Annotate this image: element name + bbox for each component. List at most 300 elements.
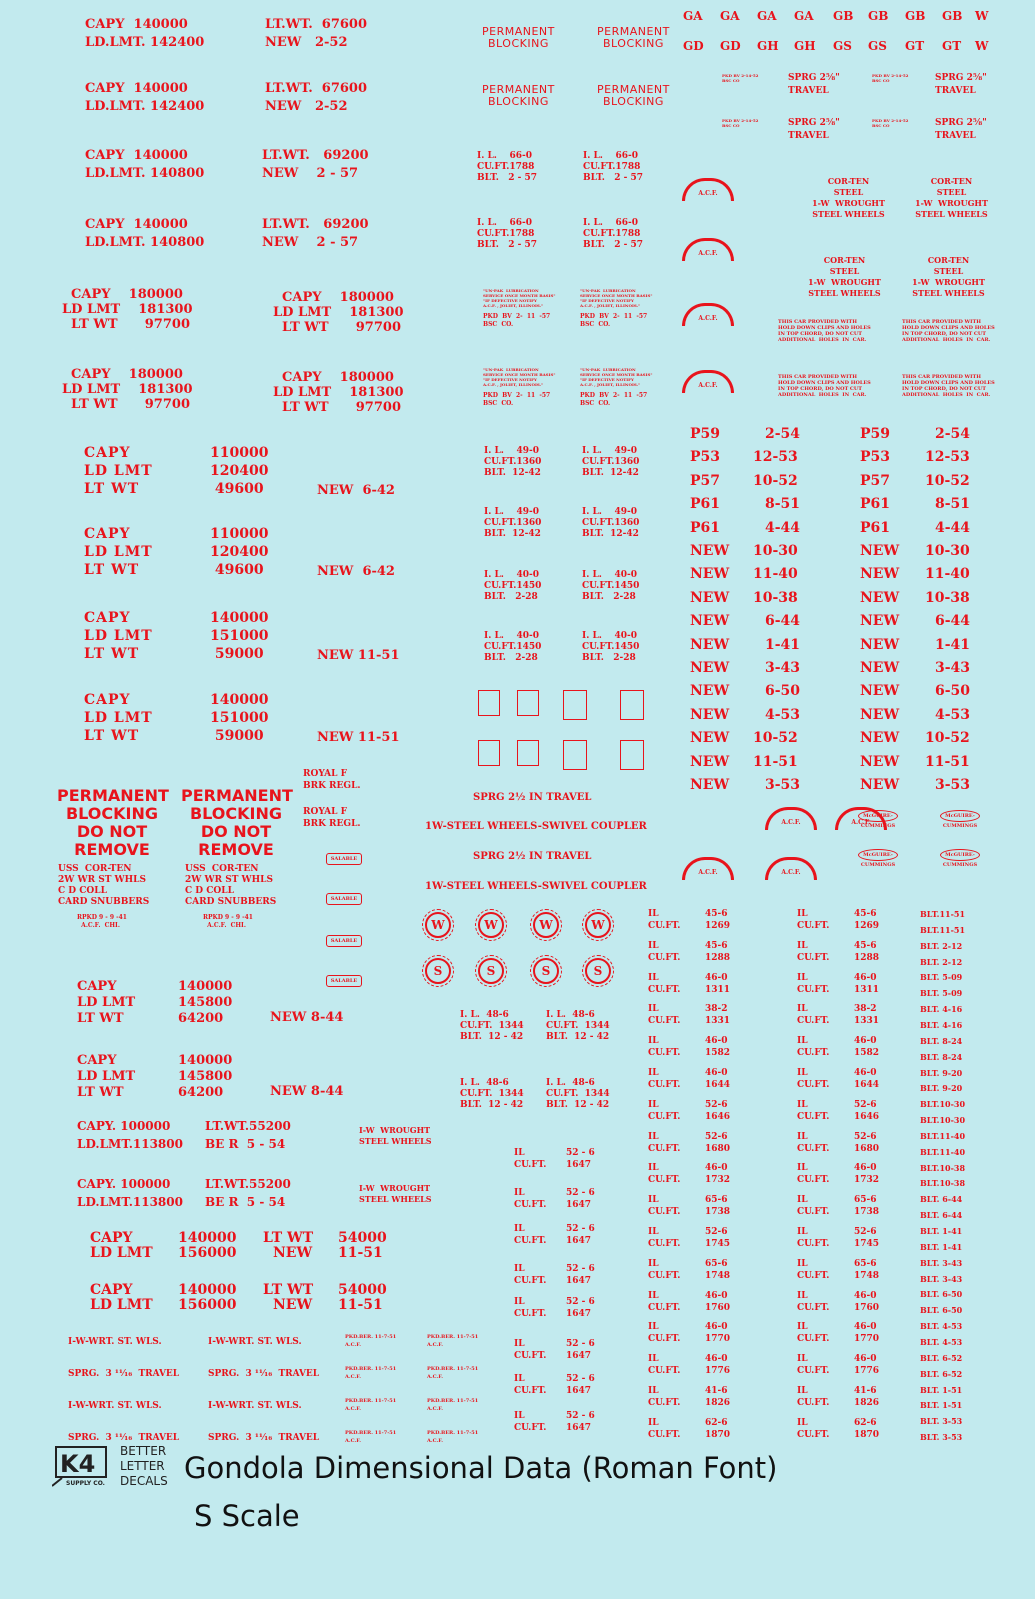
pnew-date: 3-53 — [935, 777, 971, 793]
acf-logo: A.C.F. — [682, 370, 734, 393]
blt-date: BLT. 5-09 — [920, 988, 963, 999]
il-label: IL — [797, 972, 808, 983]
il-value: 1288 — [854, 952, 880, 963]
il-label: IL — [797, 940, 808, 951]
pnew-date: 8-51 — [765, 496, 801, 513]
il-label: CU.FT. — [514, 1423, 547, 1433]
il-49-block: CU.FT.1360 — [582, 457, 640, 467]
rpkd-text: A.C.F. CHI. — [77, 922, 120, 929]
unpak-notice: SERVICE ONCE MONTH BASIS" — [580, 372, 653, 377]
car-class-code: GH — [794, 39, 816, 53]
capy-block: CAPY 180000 — [273, 370, 394, 385]
il-label: IL — [648, 1417, 659, 1428]
small-line: I-W-WRT. ST. WLS. — [208, 1401, 302, 1411]
hold-down-notice: THIS CAR PROVIDED WITH — [778, 319, 857, 325]
big-block-value: 140000 — [210, 692, 269, 708]
il-value: 46-0 — [705, 972, 728, 983]
acf-logo: A.C.F. — [835, 807, 887, 830]
blt-date: BLT. 4-16 — [920, 1019, 963, 1030]
capy-block: CAPY 180000 — [62, 367, 183, 382]
il-value: 1760 — [854, 1302, 880, 1313]
il-label: IL — [797, 1258, 808, 1269]
il-value: 1647 — [566, 1276, 592, 1286]
big-block-label: LT WT — [84, 646, 140, 662]
il-40-block: I. L. 40-0 — [582, 631, 637, 641]
il-label: CU.FT. — [797, 1175, 830, 1186]
uss-corten-text: 2W WR ST WHLS — [185, 875, 273, 885]
big-block-label: LD LMT — [84, 628, 153, 644]
pnew-code: NEW — [860, 660, 900, 676]
corten-label: COR-TEN STEEL 1-W WROUGHT STEEL WHEELS — [915, 176, 988, 219]
stencil-mark — [517, 690, 539, 716]
unpak-notice: "UN-PAK LUBRICATION — [580, 367, 636, 372]
pnew-code: NEW — [690, 777, 730, 793]
iw-swivel: 1W-STEEL WHEELS-SWIVEL COUPLER — [425, 821, 647, 832]
big-block-value: 110000 — [210, 445, 269, 461]
blt-date: BLT. 3-53 — [920, 1416, 963, 1427]
il-value: 45-6 — [854, 940, 877, 951]
il-40-block: BLT. 2-28 — [582, 653, 636, 663]
pnew-code: NEW — [690, 683, 730, 700]
il-value: 52 - 6 — [566, 1297, 595, 1307]
pkd-bv: PKD BV 2- 11 -57 — [483, 392, 551, 399]
il-label: CU.FT. — [648, 921, 681, 931]
il-48-block: BLT. 12 - 42 — [460, 1100, 524, 1110]
il-label: CU.FT. — [797, 952, 830, 963]
il-label: IL — [797, 1004, 808, 1015]
pnew-date: 10-38 — [925, 589, 970, 606]
hold-down-notice: ADDITIONAL HOLES IN CAR. — [902, 392, 991, 398]
blt-date: BLT. 9-20 — [920, 1083, 963, 1094]
il-value: 1870 — [854, 1429, 880, 1440]
pkd-tiny: PKD BV 2-14-52 — [872, 118, 909, 123]
il-label: CU.FT. — [648, 1398, 681, 1408]
il-label: IL — [797, 1068, 808, 1078]
il-value: 52 - 6 — [566, 1224, 595, 1234]
corten-label: COR-TEN STEEL 1-W WROUGHT STEEL WHEELS — [808, 255, 881, 298]
bottom-block-text: 11-51 — [338, 1245, 383, 1261]
pnew-code: NEW — [860, 636, 900, 653]
pkd-small: PKD.BER. 11-7-51 — [427, 1398, 479, 1404]
pnew-code: NEW — [860, 589, 900, 606]
pnew-code: NEW — [860, 543, 900, 559]
il-value: 1760 — [705, 1302, 731, 1313]
lt-wt-block: NEW 2-52 — [265, 99, 348, 114]
blt-date: BLT. 1-41 — [920, 1226, 963, 1236]
hold-down-notice: ADDITIONAL HOLES IN CAR. — [902, 337, 991, 343]
pkd-bv: BSC CO. — [483, 321, 514, 328]
bottom-block-text: 156000 — [178, 1297, 237, 1313]
hold-down-notice: ADDITIONAL HOLES IN CAR. — [778, 337, 867, 343]
il-value: 46-0 — [705, 1322, 728, 1333]
mid-block-value: 64200 — [178, 1085, 224, 1100]
big-block-label: LD LMT — [84, 463, 153, 479]
il-label: CU.FT. — [797, 984, 830, 995]
il-value: 52-6 — [705, 1227, 728, 1237]
acf-logo: A.C.F. — [682, 857, 734, 880]
il-label: IL — [648, 1290, 659, 1301]
il-value: 1776 — [854, 1366, 880, 1377]
il-66-block: I. L. 66-0 — [583, 151, 638, 161]
acf-logo: A.C.F. — [682, 238, 734, 261]
blt-date: BLT.11-40 — [920, 1130, 966, 1141]
il-value: 1647 — [566, 1200, 592, 1210]
car-class-code: GB — [833, 9, 854, 23]
il-value: 52-6 — [854, 1099, 877, 1110]
pkd-tiny: BSC CO — [872, 78, 890, 83]
blt-date: BLT.10-38 — [920, 1178, 966, 1189]
pnew-date: 11-51 — [753, 753, 798, 770]
blt-date: BLT. 6-44 — [920, 1210, 963, 1221]
car-class-code: GA — [757, 9, 777, 23]
stencil-mark — [478, 690, 500, 716]
capy100-block: BE R 5 - 54 — [205, 1137, 286, 1151]
capy100-block: LT.WT.55200 — [205, 1119, 291, 1133]
il-40-block: CU.FT.1450 — [582, 581, 640, 591]
il-value: 1311 — [854, 984, 880, 995]
il-label: IL — [648, 940, 659, 951]
il-48-block: BLT. 12 - 42 — [460, 1032, 524, 1042]
blt-date: BLT. 6-44 — [920, 1194, 963, 1205]
pkd-small: A.C.F. — [345, 1374, 362, 1380]
il-value: 1745 — [705, 1239, 731, 1249]
blt-date: BLT. 1-51 — [920, 1400, 963, 1411]
mid-block-label: CAPY — [77, 1053, 117, 1068]
pnew-code: P57 — [690, 472, 721, 489]
pnew-date: 10-52 — [753, 472, 798, 489]
il-label: IL — [514, 1224, 525, 1234]
il-label: CU.FT. — [797, 1143, 830, 1154]
il-48-block: CU.FT. 1344 — [546, 1021, 610, 1031]
big-block-label: LD LMT — [84, 544, 153, 560]
big-block-value: 49600 — [210, 562, 264, 578]
il-label: CU.FT. — [514, 1309, 547, 1319]
il-48-block: I. L. 48-6 — [546, 1078, 595, 1088]
il-label: IL — [648, 1195, 659, 1206]
stencil-mark — [620, 690, 644, 720]
blt-date: BLT. 6-52 — [920, 1368, 963, 1379]
page-title: Gondola Dimensional Data (Roman Font) — [184, 1451, 778, 1485]
page-subtitle: S Scale — [194, 1499, 300, 1533]
pkd-tiny: BSC CO — [872, 123, 890, 128]
pnew-code: P59 — [860, 426, 891, 442]
bottom-block-text: CAPY — [90, 1282, 133, 1298]
iw-wrought: I-W WROUGHT — [359, 1125, 431, 1135]
pnew-date: 10-30 — [925, 543, 970, 559]
uss-corten-text: C D COLL — [58, 886, 107, 896]
brand-logo-text: K4 — [60, 1450, 96, 1478]
blt-date: BLT. 3-43 — [920, 1257, 963, 1268]
bottom-block-text: LT WT — [263, 1282, 314, 1298]
il-value: 46-0 — [705, 1068, 728, 1078]
il-value: 1331 — [705, 1016, 731, 1027]
uss-corten-text: CARD SNUBBERS — [185, 897, 277, 907]
mid-block-label: LT WT — [77, 1011, 124, 1026]
car-class-code: GD — [683, 39, 704, 53]
salable-badge: SALABLE — [326, 853, 362, 865]
il-value: 62-6 — [705, 1417, 728, 1428]
car-class-code: GD — [720, 39, 741, 53]
il-label: IL — [797, 1227, 808, 1237]
car-class-code: GB — [868, 9, 889, 23]
il-66-block: I. L. 66-0 — [477, 151, 532, 161]
hold-down-notice: THIS CAR PROVIDED WITH — [902, 319, 981, 325]
wheel-w-mark: W — [478, 912, 504, 938]
capy-block: LT WT 97700 — [62, 397, 190, 412]
il-40-block: BLT. 2-28 — [582, 592, 636, 602]
blt-date: BLT.11-51 — [920, 909, 966, 919]
unpak-notice: A.C.F. , JOLIET, ILLINOIS." — [483, 382, 544, 387]
pnew-code: P59 — [690, 426, 721, 442]
il-66-block: CU.FT.1788 — [583, 229, 641, 239]
sprg-small: TRAVEL — [935, 86, 976, 96]
blt-date: BLT. 2-12 — [920, 940, 963, 951]
big-block-value: 59000 — [210, 728, 264, 744]
il-label: IL — [514, 1264, 525, 1274]
il-label: IL — [648, 1036, 659, 1047]
mid-block-label: LT WT — [77, 1085, 124, 1100]
car-class-code: GB — [942, 9, 963, 23]
uss-corten-text: USS COR-TEN — [185, 864, 259, 874]
il-label: IL — [797, 1036, 808, 1047]
pkd-small: A.C.F. — [427, 1374, 444, 1380]
blt-date: BLT. 1-41 — [920, 1241, 963, 1252]
il-value: 65-6 — [854, 1258, 877, 1269]
big-block-value: 120400 — [210, 463, 269, 479]
il-value: 1776 — [705, 1366, 731, 1377]
pnew-date: 4-53 — [935, 706, 971, 723]
il-value: 1748 — [705, 1270, 731, 1281]
pnew-date: 10-52 — [925, 730, 970, 747]
hold-down-notice: ADDITIONAL HOLES IN CAR. — [778, 392, 867, 398]
sprg-travel: SPRG 2½ IN TRAVEL — [473, 792, 592, 803]
il-label: IL — [797, 1195, 808, 1206]
blt-date: BLT. 5-09 — [920, 972, 963, 983]
pkd-bv: PKD BV 2- 11 -57 — [483, 313, 551, 320]
pkd-small: A.C.F. — [345, 1406, 362, 1412]
pnew-date: 10-38 — [753, 589, 798, 606]
capy-block: LT WT 97700 — [273, 320, 401, 335]
wheel-w-mark: W — [585, 912, 611, 938]
pkd-tiny: BSC CO — [722, 123, 740, 128]
il-40-block: BLT. 2-28 — [484, 592, 538, 602]
big-block-label: LT WT — [84, 481, 140, 497]
bottom-block-text: 140000 — [178, 1230, 237, 1246]
il-label: CU.FT. — [797, 921, 830, 931]
il-value: 52-6 — [705, 1131, 728, 1142]
il-label: IL — [797, 1386, 808, 1396]
pnew-date: 2-54 — [935, 426, 971, 442]
il-value: 1311 — [705, 984, 731, 995]
rpkd-text: RPKD 9 - 9 -41 — [77, 914, 127, 921]
il-66-block: BLT. 2 - 57 — [583, 173, 644, 183]
il-value: 52 - 6 — [566, 1374, 595, 1384]
pkd-small: PKD.BER. 11-7-51 — [345, 1334, 397, 1340]
pkd-small: PKD.BER. 11-7-51 — [345, 1430, 397, 1436]
blt-date: BLT. 9-20 — [920, 1067, 963, 1078]
big-block-value: 140000 — [210, 610, 269, 626]
capy-block: LD.LMT. 142400 — [85, 35, 205, 50]
small-line: I-W-WRT. ST. WLS. — [68, 1337, 162, 1347]
il-value: 1826 — [705, 1398, 731, 1408]
il-label: CU.FT. — [797, 1239, 830, 1249]
hold-down-notice: THIS CAR PROVIDED WITH — [902, 374, 981, 380]
il-48-block: CU.FT. 1344 — [460, 1021, 524, 1031]
il-48-block: I. L. 48-6 — [460, 1078, 509, 1088]
royal-f-brake: ROYAL F — [303, 807, 348, 817]
pnew-date: 1-41 — [935, 636, 971, 653]
il-label: IL — [514, 1188, 525, 1198]
wheel-w-mark: W — [425, 912, 451, 938]
brand-text: BETTER LETTER DECALS — [120, 1444, 168, 1488]
il-label: IL — [797, 1099, 808, 1110]
new-date: NEW 11-51 — [317, 730, 400, 745]
il-value: 1732 — [854, 1175, 880, 1186]
sprg-small: TRAVEL — [788, 86, 829, 96]
new-date: NEW 8-44 — [270, 1010, 344, 1025]
il-value: 46-0 — [705, 1036, 728, 1047]
il-label: IL — [648, 1386, 659, 1396]
il-value: 1647 — [566, 1423, 592, 1433]
il-value: 45-6 — [705, 909, 728, 919]
il-66-block: I. L. 66-0 — [583, 218, 638, 228]
small-line: I-W-WRT. ST. WLS. — [68, 1401, 162, 1411]
il-value: 65-6 — [854, 1195, 877, 1206]
pnew-code: NEW — [860, 613, 900, 630]
unpak-notice: "IF DEFECTIVE NOTIFY — [580, 377, 634, 382]
il-label: CU.FT. — [648, 1334, 681, 1345]
hold-down-notice: THIS CAR PROVIDED WITH — [778, 374, 857, 380]
mid-block-label: LD LMT — [77, 1069, 136, 1084]
il-49-block: CU.FT.1360 — [582, 518, 640, 528]
il-label: CU.FT. — [797, 1048, 830, 1059]
il-value: 52 - 6 — [566, 1148, 595, 1158]
pnew-date: 12-53 — [925, 449, 970, 466]
il-49-block: I. L. 49-0 — [582, 446, 637, 456]
il-value: 1770 — [854, 1334, 880, 1345]
big-block-label: LT WT — [84, 562, 140, 578]
il-value: 1646 — [705, 1111, 731, 1122]
sprg-small: TRAVEL — [935, 131, 976, 141]
il-label: IL — [648, 1354, 659, 1365]
lt-wt-block: LT.WT. 69200 — [262, 148, 369, 163]
il-label: CU.FT. — [797, 1429, 830, 1440]
royal-f-brake: BRK REGL. — [303, 781, 361, 791]
il-value: 1644 — [705, 1080, 731, 1090]
capy-block: LD LMT 181300 — [62, 302, 193, 317]
il-value: 46-0 — [854, 1036, 877, 1047]
il-label: IL — [797, 1290, 808, 1301]
big-block-value: 151000 — [210, 628, 269, 644]
car-class-code: GA — [720, 9, 740, 23]
permanent-blocking-label: PERMANENT BLOCKING — [597, 25, 670, 50]
sprg-small: TRAVEL — [788, 131, 829, 141]
il-40-block: I. L. 40-0 — [484, 570, 539, 580]
il-66-block: BLT. 2 - 57 — [477, 240, 538, 250]
il-value: 45-6 — [854, 909, 877, 919]
il-49-block: BLT. 12-42 — [582, 529, 639, 539]
lt-wt-block: NEW 2-52 — [265, 35, 348, 50]
il-value: 46-0 — [854, 1354, 877, 1365]
il-label: CU.FT. — [514, 1200, 547, 1210]
il-value: 1288 — [705, 952, 731, 963]
pnew-code: NEW — [860, 753, 900, 770]
il-40-block: I. L. 40-0 — [582, 570, 637, 580]
il-value: 46-0 — [854, 1068, 877, 1078]
small-line: SPRG. 3 ¹¹⁄₁₆ TRAVEL — [208, 1369, 320, 1379]
il-label: CU.FT. — [648, 984, 681, 995]
uss-corten-text: C D COLL — [185, 886, 234, 896]
il-label: CU.FT. — [514, 1351, 547, 1361]
car-class-code: W — [975, 39, 989, 53]
capy-block: LD.LMT. 142400 — [85, 99, 205, 114]
capy100-block: CAPY. 100000 — [77, 1177, 171, 1191]
mid-block-value: 140000 — [178, 979, 233, 994]
il-value: 46-0 — [705, 1354, 728, 1365]
il-value: 1269 — [705, 921, 731, 931]
unpak-notice: A.C.F. , JOLIET, ILLINOIS." — [580, 382, 641, 387]
il-value: 52 - 6 — [566, 1339, 595, 1349]
small-line: SPRG. 3 ¹¹⁄₁₆ TRAVEL — [68, 1433, 180, 1443]
acf-logo: A.C.F. — [765, 857, 817, 880]
uss-corten-text: 2W WR ST WHLS — [58, 875, 146, 885]
il-40-block: I. L. 40-0 — [484, 631, 539, 641]
mid-block-label: CAPY — [77, 979, 117, 994]
blt-date: BLT.10-30 — [920, 1115, 966, 1126]
capy-block: CAPY 140000 — [85, 148, 188, 163]
blt-date: BLT. 3-53 — [920, 1432, 963, 1443]
car-class-code: GS — [868, 39, 887, 53]
pkd-bv: BSC CO. — [580, 321, 611, 328]
pkd-small: PKD.BER. 11-7-51 — [427, 1334, 479, 1340]
brand-logo-sub: SUPPLY CO. — [66, 1480, 105, 1487]
pnew-code: NEW — [690, 566, 730, 583]
il-label: IL — [797, 909, 808, 919]
il-label: IL — [514, 1297, 525, 1307]
capy-block: LT WT 97700 — [273, 400, 401, 415]
pnew-code: P53 — [690, 449, 721, 466]
hold-down-notice: HOLD DOWN CLIPS AND HOLES — [902, 380, 995, 386]
capy100-block: BE R 5 - 54 — [205, 1195, 286, 1209]
il-value: 1680 — [705, 1143, 731, 1154]
il-label: IL — [797, 1354, 808, 1365]
pnew-code: NEW — [690, 543, 730, 559]
sprg-small: SPRG 2⅝" — [788, 118, 840, 128]
il-40-block: CU.FT.1450 — [484, 581, 542, 591]
uss-corten-text: CARD SNUBBERS — [58, 897, 150, 907]
pnew-date: 6-50 — [765, 683, 801, 700]
pnew-date: 11-40 — [925, 566, 970, 583]
il-label: IL — [648, 1322, 659, 1333]
stencil-mark — [563, 690, 587, 720]
rpkd-text: RPKD 9 - 9 -41 — [203, 914, 253, 921]
pnew-code: NEW — [860, 777, 900, 793]
capy-block: LD LMT 181300 — [273, 305, 404, 320]
salable-badge: SALABLE — [326, 935, 362, 947]
bottom-block-text: 156000 — [178, 1245, 237, 1261]
il-value: 65-6 — [705, 1258, 728, 1269]
il-value: 1647 — [566, 1236, 592, 1246]
royal-f-brake: BRK REGL. — [303, 819, 361, 829]
il-48-block: BLT. 12 - 42 — [546, 1032, 610, 1042]
wheel-w-mark: W — [533, 912, 559, 938]
pkd-small: PKD.BER. 11-7-51 — [345, 1366, 397, 1372]
blt-date: BLT. 4-53 — [920, 1321, 963, 1332]
il-49-block: CU.FT.1360 — [484, 518, 542, 528]
pnew-code: NEW — [690, 660, 730, 676]
capy100-block: LD.LMT.113800 — [77, 1195, 183, 1209]
pnew-code: P61 — [860, 496, 891, 513]
